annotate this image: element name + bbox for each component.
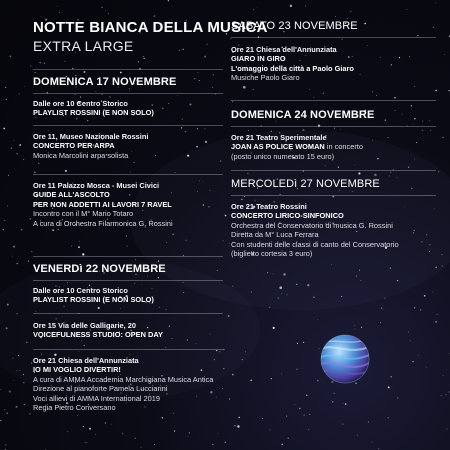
star [40, 62, 41, 63]
day-header-sabato-23: SABATO 23 NOVEMBRE [231, 20, 358, 32]
star [262, 418, 263, 419]
star [343, 403, 344, 404]
star [95, 91, 96, 92]
star [5, 87, 6, 88]
star [181, 127, 182, 128]
event-place: Ore 21 Teatro Sperimentale [231, 133, 327, 142]
star [256, 8, 257, 9]
star [83, 426, 84, 427]
star [207, 44, 208, 45]
star [335, 16, 336, 17]
star [29, 413, 30, 414]
star [397, 398, 398, 399]
star [342, 39, 343, 40]
day-header-domenica-24: DOMENICA 24 NOVEMBRE [231, 109, 375, 121]
star [89, 428, 91, 430]
event-detail: Diretta da M° Luca Ferrara [231, 230, 319, 240]
star [84, 71, 86, 73]
event-title: VOICEFULNESS STUDIO: OPEN DAY [33, 330, 163, 340]
event-concerto-arpa [33, 132, 223, 160]
star [122, 433, 123, 434]
star [24, 404, 25, 405]
star [420, 309, 421, 310]
star [432, 291, 433, 292]
star [28, 261, 29, 262]
event-place: Ore 21 Chiesa dell'Annunziata [33, 356, 139, 365]
star [194, 78, 195, 79]
event-title: PLAYLIST ROSSINI (E NON SOLO) [33, 108, 154, 118]
star [10, 56, 11, 57]
star [78, 246, 80, 248]
star [154, 444, 155, 445]
star [429, 120, 430, 121]
star [394, 97, 395, 98]
star [71, 246, 72, 247]
divider [33, 69, 223, 70]
star [418, 355, 419, 356]
star [135, 438, 136, 439]
divider [231, 126, 436, 127]
star [212, 87, 213, 88]
event-place: Dalle ore 10 Centro Storico [33, 286, 128, 295]
page-subtitle: EXTRA LARGE [33, 38, 134, 54]
star [9, 390, 11, 392]
star [85, 442, 86, 443]
star [229, 398, 230, 399]
star [154, 15, 156, 17]
star [126, 235, 127, 236]
star [437, 314, 438, 315]
event-detail: Voci allievi di AMMA International 2019 [33, 393, 160, 403]
star [143, 56, 144, 57]
star [65, 61, 66, 62]
star [306, 395, 307, 396]
star [288, 438, 289, 439]
event-title: GIARO IN GIRO [231, 54, 286, 64]
star [19, 144, 21, 146]
star [138, 61, 139, 62]
star [388, 417, 389, 418]
star [182, 119, 183, 120]
star [350, 11, 351, 12]
star [79, 241, 80, 242]
event-place: Ore 11, Museo Nazionale Rossini [33, 132, 149, 141]
star [340, 129, 341, 130]
event-place: Ore 15 Via delle Galligarie, 20 [33, 321, 136, 330]
star [41, 16, 42, 17]
star [422, 121, 423, 122]
star [313, 97, 314, 98]
star [443, 375, 444, 376]
divider [33, 93, 223, 94]
event-title: CONCERTO LIRICO-SINFONICO [231, 211, 344, 221]
star [388, 386, 390, 388]
star [270, 430, 271, 431]
divider [231, 100, 436, 101]
star [34, 171, 36, 173]
star [14, 380, 15, 381]
event-playlist-rossini [33, 99, 223, 118]
star [414, 307, 416, 309]
day-header-mercoledi-27: MERCOLEDì 27 NOVEMBRE [231, 178, 380, 190]
star [65, 170, 67, 172]
star [6, 99, 7, 100]
star [232, 101, 233, 102]
event-title-line2: L'omaggio della città a Paolo Giaro [231, 63, 354, 73]
event-title: JOAN AS POLICE WOMAN [231, 142, 325, 152]
star [111, 424, 112, 425]
star [290, 5, 292, 7]
star [31, 251, 32, 252]
star [243, 86, 246, 89]
planet-icon [319, 333, 371, 385]
star [376, 95, 377, 96]
star [212, 444, 213, 445]
star [426, 367, 427, 368]
star [38, 163, 39, 164]
star [58, 229, 59, 230]
star [179, 50, 180, 51]
star [105, 422, 106, 423]
star [237, 425, 239, 427]
star [141, 447, 142, 448]
star [361, 327, 362, 328]
star [385, 119, 386, 120]
event-joan-as-police-woman [231, 133, 436, 161]
star [16, 406, 18, 408]
star [317, 319, 318, 320]
star [253, 9, 254, 10]
star [52, 229, 54, 231]
star [412, 361, 413, 362]
event-place: Dalle ore 10 Centro Storico [33, 99, 128, 108]
star [109, 96, 110, 97]
star [76, 118, 77, 119]
star [95, 434, 96, 435]
star [323, 93, 324, 94]
star [424, 295, 426, 297]
star [198, 72, 199, 73]
star [435, 2, 436, 3]
star [364, 23, 366, 25]
star [30, 218, 31, 219]
star [281, 373, 282, 374]
star [414, 118, 415, 119]
star [381, 307, 382, 308]
star [4, 409, 5, 410]
star [417, 35, 418, 36]
star [357, 435, 358, 436]
star [303, 342, 304, 343]
star [435, 90, 436, 91]
event-title-suffix: in concerto [324, 142, 363, 152]
star [390, 376, 391, 377]
event-voicefulness [33, 321, 223, 340]
star [345, 403, 346, 404]
star [309, 89, 310, 90]
star [144, 58, 145, 59]
star [162, 417, 164, 419]
star [12, 256, 13, 257]
star [13, 246, 15, 248]
star [213, 74, 214, 75]
event-detail: A cura di AMMA Accademia Marchigiana Musica Antica [33, 374, 214, 384]
star [8, 175, 9, 176]
star [105, 11, 106, 12]
star [225, 442, 226, 443]
divider [33, 349, 223, 350]
event-giaro-in-giro [231, 45, 436, 83]
star [442, 137, 444, 139]
day-header-domenica-17: DOMENICA 17 NOVEMBRE [33, 76, 177, 88]
star [309, 414, 310, 415]
star [297, 369, 298, 370]
star [168, 0, 169, 1]
star [294, 404, 295, 405]
star [411, 105, 412, 106]
star [173, 413, 174, 414]
star [67, 431, 68, 432]
star [410, 340, 411, 341]
star [135, 259, 136, 260]
star [101, 7, 102, 8]
star [44, 63, 45, 64]
divider [33, 313, 223, 314]
star [19, 93, 20, 94]
star [408, 332, 409, 333]
star [422, 130, 423, 131]
event-place: Ore 21 Teatro Rossini [231, 202, 307, 211]
event-guide-ascolto [33, 181, 223, 228]
star [87, 120, 88, 121]
star [380, 322, 381, 323]
event-concerto-lirico-sinfonico [231, 202, 436, 258]
event-title-line2: PER NON ADDETTI AI LAVORI 7 RAVEL [33, 199, 172, 209]
event-detail: Monica Marcolini arpa solista [33, 150, 129, 160]
star [0, 389, 1, 390]
star [406, 9, 407, 10]
star [413, 124, 414, 125]
star [435, 321, 436, 322]
star [286, 416, 287, 417]
day-header-venerdi-22: VENERDì 22 NOVEMBRE [33, 263, 166, 275]
event-title-row [231, 142, 436, 151]
star [108, 13, 109, 14]
star [14, 140, 15, 141]
star [11, 148, 12, 149]
event-detail: Regia Pietro Conversano [33, 403, 116, 413]
star [217, 433, 218, 434]
star [177, 95, 178, 96]
star [271, 378, 272, 379]
star [7, 206, 8, 207]
star [234, 425, 235, 426]
star [414, 86, 415, 87]
star [304, 414, 305, 415]
star [120, 72, 122, 74]
event-place: Ore 11 Palazzo Mosca - Musei Civici [33, 181, 160, 190]
star [74, 94, 75, 95]
star [23, 382, 24, 383]
star [368, 421, 369, 422]
star [21, 229, 22, 230]
divider [33, 256, 223, 257]
star [30, 65, 31, 66]
event-title: PLAYLIST ROSSINI (E NON SOLO) [33, 295, 154, 305]
star [305, 5, 306, 6]
star [342, 424, 343, 425]
star [238, 417, 240, 419]
star [5, 444, 6, 445]
star [354, 325, 355, 326]
star [273, 327, 275, 329]
star [80, 97, 81, 98]
star [77, 415, 78, 416]
star [189, 432, 190, 433]
star [248, 130, 249, 131]
star [250, 379, 252, 381]
star [127, 246, 128, 247]
star [57, 6, 58, 7]
star [299, 408, 300, 409]
star [372, 442, 373, 443]
star [24, 86, 25, 87]
star [182, 49, 183, 50]
star [0, 420, 1, 421]
star [17, 263, 18, 264]
star [308, 429, 309, 430]
star [204, 56, 206, 58]
event-detail: Direzione al pianoforte Pamela Lucciarini [33, 384, 168, 394]
star [395, 110, 396, 111]
star [3, 128, 5, 130]
star [59, 12, 60, 13]
star [48, 130, 49, 131]
star [188, 436, 189, 437]
event-io-mi-voglio-divertir [33, 356, 223, 412]
event-detail: A cura di Orchestra Filarmonica G. Rossini [33, 218, 173, 228]
event-playlist-rossini-2 [33, 286, 223, 305]
star [232, 374, 234, 376]
star [23, 159, 24, 160]
star [230, 38, 231, 39]
divider [33, 280, 223, 281]
event-detail: Con studenti delle classi di canto del Conservatorio [231, 239, 399, 249]
event-title: IO MI VOGLIO DIVERTIR! [33, 365, 121, 375]
page-title: NOTTE BIANCA DELLA MUSICA [33, 19, 268, 36]
star [199, 80, 200, 81]
star [402, 114, 403, 115]
event-title: CONCERTO PER ARPA [33, 141, 115, 151]
divider [231, 170, 436, 171]
star [372, 91, 373, 92]
star [282, 444, 283, 445]
star [433, 27, 434, 28]
star [130, 171, 131, 172]
star [35, 72, 36, 73]
star [174, 430, 175, 431]
event-title: GUIDE ALL'ASCOLTO [33, 190, 110, 200]
star [378, 448, 379, 449]
star [4, 220, 5, 221]
star [334, 393, 335, 394]
star [17, 153, 18, 154]
star [134, 162, 135, 163]
event-detail: (posto unico numerato 15 euro) [231, 151, 335, 161]
star [3, 229, 4, 230]
star [332, 401, 333, 402]
star [334, 128, 335, 129]
star [197, 128, 198, 129]
event-detail: Musiche Paolo Giaro [231, 73, 300, 83]
divider [231, 37, 436, 38]
star [7, 413, 8, 414]
event-detail: Orchestra del Conservatorio di musica G. Rossini [231, 220, 393, 230]
event-detail: (biglietto cortesia 3 euro) [231, 249, 313, 259]
divider [231, 195, 436, 196]
star [447, 429, 448, 430]
star [430, 130, 431, 131]
star [297, 343, 298, 344]
star [444, 54, 445, 55]
star [205, 128, 206, 129]
star [445, 394, 446, 395]
event-detail: Incontro con il M° Mario Totaro [33, 209, 134, 219]
divider [33, 125, 223, 126]
divider [33, 174, 223, 175]
event-place: Ore 21 Chiesa dell'Annunziata [231, 45, 337, 54]
star [253, 89, 254, 90]
star [355, 329, 356, 330]
star [441, 395, 442, 396]
